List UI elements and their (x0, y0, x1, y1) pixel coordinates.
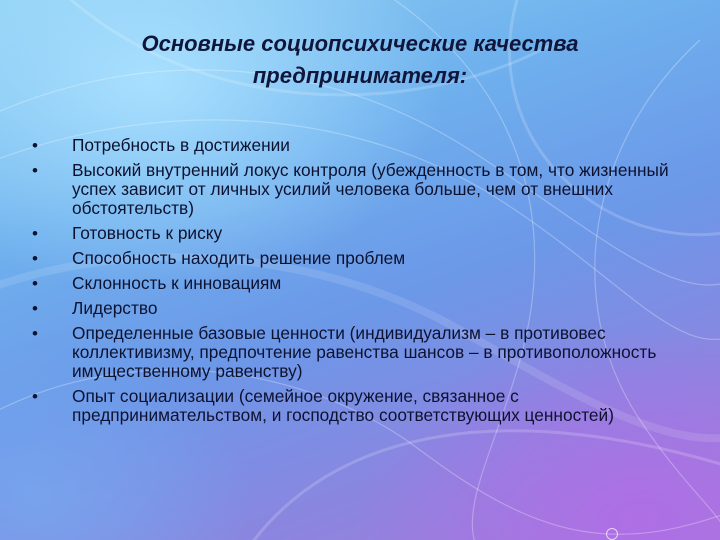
list-item (30, 249, 678, 268)
list-item (30, 161, 678, 218)
slide-title (60, 28, 660, 92)
slide-title-line: предпринимателя: (252, 63, 468, 88)
list-item-text: Высокий внутренний локус контроля (убежденность в том, что жизненный успех зависит от личных усилий человека больше, чем от внешних обстоятельств) (72, 160, 669, 218)
list-item (30, 299, 678, 318)
list-item-text: Способность находить решение проблем (72, 248, 406, 268)
slide-title-line: Основные социопсихические качества (141, 31, 579, 56)
list-item (30, 224, 678, 243)
bullet-icon: • (32, 161, 38, 180)
list-item-text: Готовность к риску (72, 223, 223, 243)
list-item-text: Определенные базовые ценности (индивидуализм – в противовес коллективизму, предпочтение равенства шансов – в противоположность имущественному равенству) (72, 323, 657, 381)
list-item-text: Потребность в достижении (72, 135, 290, 155)
list-item-text: Опыт социализации (семейное окружение, связанное с предпринимательством, и господство соответствующих ценностей) (72, 386, 614, 425)
bullet-icon: • (32, 299, 38, 318)
bullet-list (30, 136, 678, 431)
list-item (30, 274, 678, 293)
decorative-circle-icon (606, 528, 618, 540)
list-item-text: Лидерство (72, 298, 158, 318)
list-item (30, 387, 678, 425)
bullet-icon: • (32, 274, 38, 293)
bullet-icon: • (32, 224, 38, 243)
bullet-icon: • (32, 387, 38, 406)
list-item-text: Склонность к инновациям (72, 273, 282, 293)
list-item (30, 136, 678, 155)
list-item (30, 324, 678, 381)
bullet-icon: • (32, 136, 38, 155)
bullet-icon: • (32, 249, 38, 268)
bullet-icon: • (32, 324, 38, 343)
